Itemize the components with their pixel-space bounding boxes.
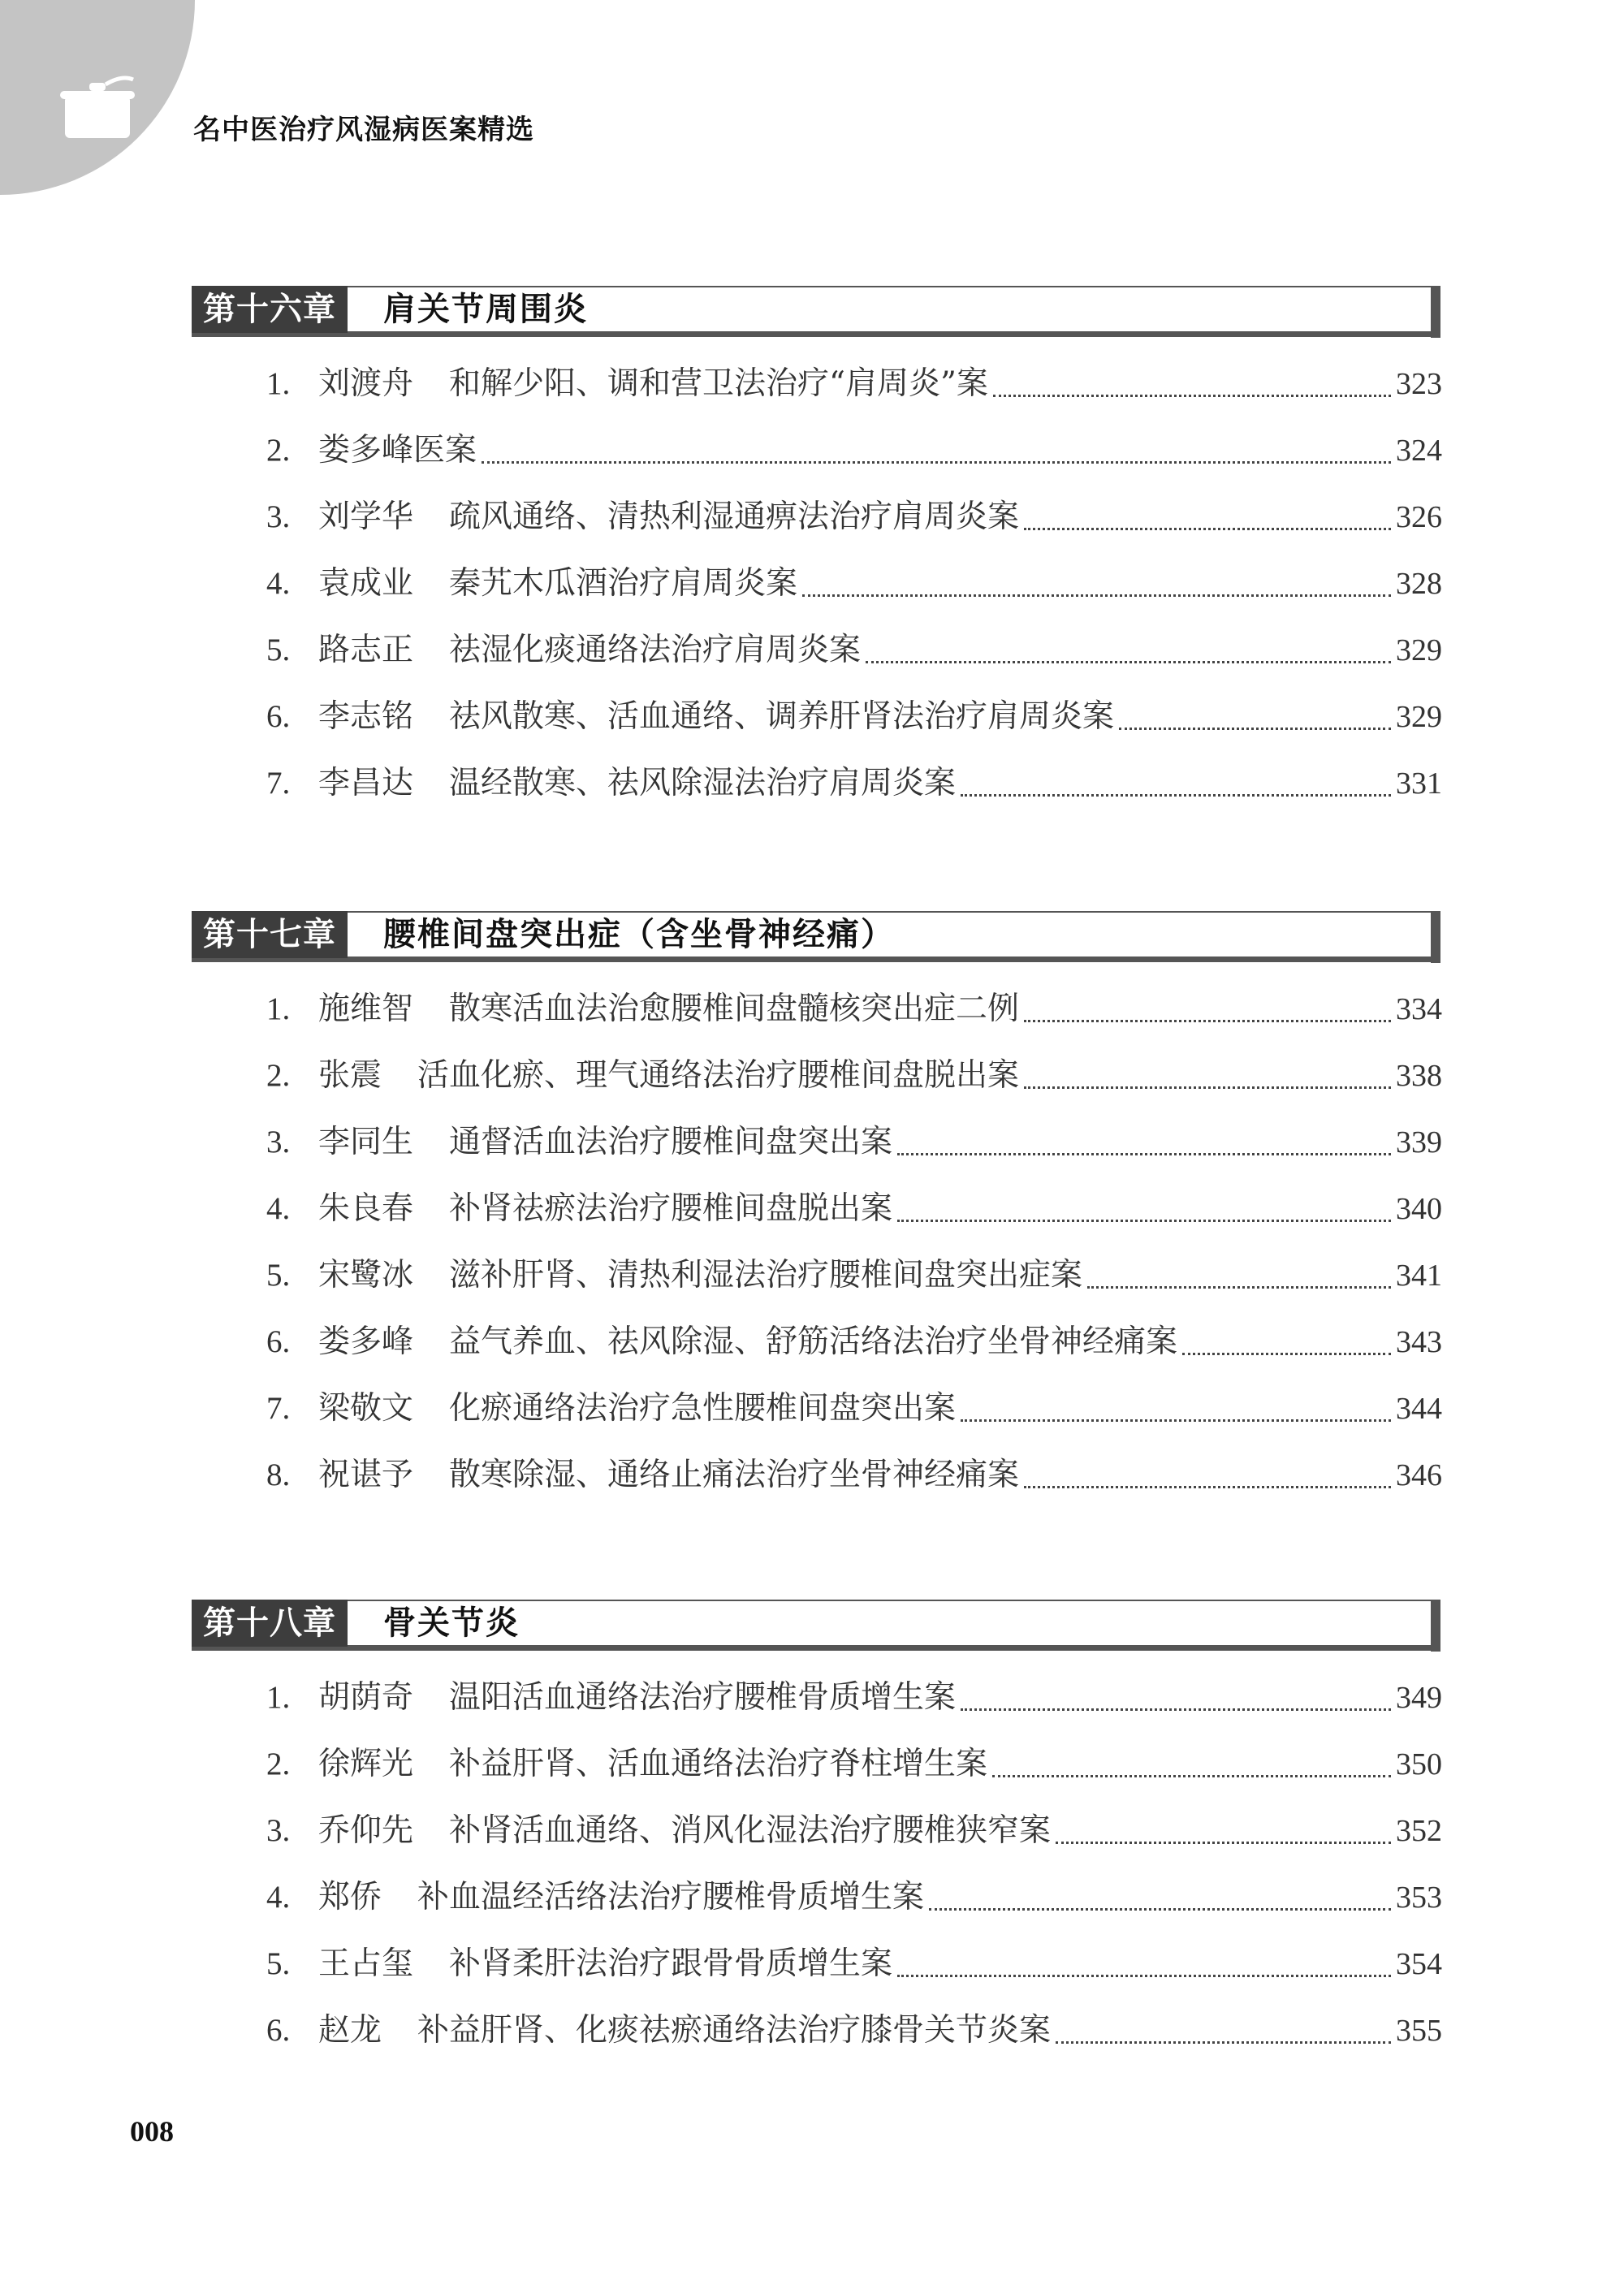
entry-index: 2. — [266, 1058, 291, 1093]
toc-entry[interactable] — [192, 484, 1442, 551]
entry-topic: 补肾祛瘀法治疗腰椎间盘脱出案 — [449, 1190, 893, 1227]
entry-index: 5. — [266, 1258, 291, 1293]
entry-page: 355 — [1396, 2014, 1442, 2048]
entry-topic: 散寒活血法治愈腰椎间盘髓核突出症二例 — [449, 991, 1020, 1027]
entry-topic: 散寒除湿、通络止痛法治疗坐骨神经痛案 — [449, 1457, 1020, 1493]
entry-index: 7. — [266, 1391, 291, 1426]
entry-index: 3. — [266, 499, 291, 534]
dot-leader — [961, 1708, 1391, 1711]
dot-leader — [1024, 1486, 1391, 1488]
chapter-number: 第十八章 — [192, 1600, 348, 1647]
entry-index: 6. — [266, 1324, 291, 1359]
chapter-title: 腰椎间盘突出症（含坐骨神经痛） — [383, 915, 895, 953]
chapter-17 — [192, 911, 1444, 1509]
entry-index: 6. — [266, 699, 291, 734]
entry-author: 娄多峰医案 — [318, 432, 477, 469]
dot-leader — [1056, 1842, 1391, 1844]
entry-author: 祝谌予 — [318, 1457, 414, 1493]
entry-index: 1. — [266, 1680, 291, 1715]
dot-leader — [961, 1419, 1391, 1422]
entry-page: 339 — [1396, 1125, 1442, 1159]
entry-author: 胡荫奇 — [318, 1679, 414, 1716]
page-number: 008 — [130, 2115, 174, 2148]
entry-topic: 补益肝肾、化痰祛瘀通络法治疗膝骨关节炎案 — [417, 2012, 1052, 2049]
dot-leader — [897, 1153, 1391, 1155]
pot-icon — [57, 71, 138, 145]
entry-index: 3. — [266, 1813, 291, 1848]
dot-leader — [929, 1908, 1391, 1911]
entry-index: 2. — [266, 1747, 291, 1781]
entry-topic: 祛湿化痰通络法治疗肩周炎案 — [449, 632, 862, 668]
toc-entry[interactable] — [192, 976, 1442, 1043]
entry-author: 刘渡舟 — [318, 365, 414, 402]
entry-index: 7. — [266, 766, 291, 801]
entry-index: 5. — [266, 633, 291, 667]
toc-entry[interactable] — [192, 1109, 1442, 1176]
entry-topic: 滋补肝肾、清热利湿法治疗腰椎间盘突出症案 — [449, 1257, 1083, 1293]
entry-author: 王占玺 — [318, 1945, 414, 1982]
entry-page: 323 — [1396, 367, 1442, 401]
entry-page: 354 — [1396, 1947, 1442, 1981]
chapter-header — [192, 286, 1444, 338]
dot-leader — [897, 1975, 1391, 1977]
dot-leader — [1024, 1020, 1391, 1022]
entry-author: 李昌达 — [318, 765, 414, 801]
toc-entry[interactable] — [192, 750, 1442, 817]
entry-page: 334 — [1396, 992, 1442, 1026]
toc-entry[interactable] — [192, 417, 1442, 484]
entry-index: 4. — [266, 1191, 291, 1226]
toc-entry[interactable] — [192, 1375, 1442, 1442]
dot-leader — [992, 1775, 1391, 1777]
entry-topic: 活血化瘀、理气通络法治疗腰椎间盘脱出案 — [417, 1057, 1020, 1094]
dot-leader — [961, 794, 1391, 797]
book-title: 名中医治疗风湿病医案精选 — [193, 114, 534, 146]
entry-page: 326 — [1396, 500, 1442, 534]
chapter-number: 第十七章 — [192, 911, 348, 958]
toc-entry[interactable] — [192, 1176, 1442, 1242]
toc-entry[interactable] — [192, 1309, 1442, 1375]
chapter-entries — [192, 976, 1444, 1509]
dot-leader — [1182, 1353, 1391, 1355]
dot-leader — [1119, 728, 1391, 730]
entry-author: 朱良春 — [318, 1190, 414, 1227]
dot-leader — [866, 661, 1391, 663]
entry-page: 338 — [1396, 1059, 1442, 1093]
entry-index: 6. — [266, 2013, 291, 2048]
entry-index: 3. — [266, 1125, 291, 1159]
entry-topic: 和解少阳、调和营卫法治疗“肩周炎”案 — [449, 365, 988, 402]
dot-leader — [897, 1220, 1391, 1222]
entry-topic: 补肾柔肝法治疗跟骨骨质增生案 — [449, 1945, 893, 1982]
entry-page: 329 — [1396, 700, 1442, 734]
entry-topic: 祛风散寒、活血通络、调养肝肾法治疗肩周炎案 — [449, 698, 1115, 735]
chapter-16 — [192, 286, 1444, 817]
entry-page: 349 — [1396, 1681, 1442, 1715]
dot-leader — [993, 395, 1391, 397]
entry-author: 梁敬文 — [318, 1390, 414, 1427]
entry-topic: 通督活血法治疗腰椎间盘突出案 — [449, 1124, 893, 1160]
entry-topic: 温经散寒、祛风除湿法治疗肩周炎案 — [449, 765, 957, 801]
entry-page: 328 — [1396, 567, 1442, 601]
entry-author: 张震 — [318, 1057, 382, 1094]
dot-leader — [802, 594, 1391, 597]
chapter-number: 第十六章 — [192, 286, 348, 333]
entry-topic: 温阳活血通络法治疗腰椎骨质增生案 — [449, 1679, 957, 1716]
chapter-header — [192, 911, 1444, 963]
toc-entry[interactable] — [192, 1665, 1442, 1731]
entry-page: 329 — [1396, 633, 1442, 667]
entry-index: 2. — [266, 433, 291, 468]
entry-topic: 补益肝肾、活血通络法治疗脊柱增生案 — [449, 1746, 988, 1782]
entry-author: 娄多峰 — [318, 1324, 414, 1360]
toc-entry[interactable] — [192, 551, 1442, 617]
dot-leader — [1087, 1286, 1391, 1289]
entry-topic: 补肾活血通络、消风化湿法治疗腰椎狭窄案 — [449, 1812, 1052, 1849]
entry-topic: 疏风通络、清热利湿通痹法治疗肩周炎案 — [449, 499, 1020, 535]
entry-author: 郑侨 — [318, 1879, 382, 1915]
dot-leader — [1024, 528, 1391, 530]
dot-leader — [1056, 2041, 1391, 2044]
entry-page: 331 — [1396, 766, 1442, 801]
entry-index: 4. — [266, 566, 291, 601]
entry-page: 343 — [1396, 1325, 1442, 1359]
chapter-title: 骨关节炎 — [383, 1604, 520, 1642]
entry-author: 徐辉光 — [318, 1746, 414, 1782]
entry-page: 353 — [1396, 1881, 1442, 1915]
toc-entry[interactable] — [192, 1731, 1442, 1798]
chapter-title: 肩关节周围炎 — [383, 290, 588, 328]
entry-index: 1. — [266, 991, 291, 1026]
toc-entry[interactable] — [192, 1798, 1442, 1864]
toc-entry[interactable] — [192, 351, 1442, 417]
chapter-entries — [192, 1665, 1444, 2064]
toc-entry[interactable] — [192, 617, 1442, 684]
entry-index: 1. — [266, 366, 291, 401]
entry-author: 施维智 — [318, 991, 414, 1027]
entry-page: 350 — [1396, 1747, 1442, 1781]
entry-author: 宋鹭冰 — [318, 1257, 414, 1293]
entry-page: 324 — [1396, 434, 1442, 468]
entry-topic: 化瘀通络法治疗急性腰椎间盘突出案 — [449, 1390, 957, 1427]
toc-entry[interactable] — [192, 684, 1442, 750]
chapter-entries — [192, 351, 1444, 817]
entry-topic: 益气养血、祛风除湿、舒筋活络法治疗坐骨神经痛案 — [449, 1324, 1178, 1360]
toc-entry[interactable] — [192, 1442, 1442, 1509]
toc-entry[interactable] — [192, 1242, 1442, 1309]
toc-entry[interactable] — [192, 1931, 1442, 1997]
entry-author: 李志铭 — [318, 698, 414, 735]
chapter-18 — [192, 1600, 1444, 2064]
entry-author: 赵龙 — [318, 2012, 382, 2049]
dot-leader — [1024, 1086, 1391, 1089]
entry-page: 344 — [1396, 1392, 1442, 1426]
entry-author: 路志正 — [318, 632, 414, 668]
entry-topic: 补血温经活络法治疗腰椎骨质增生案 — [417, 1879, 925, 1915]
entry-page: 352 — [1396, 1814, 1442, 1848]
entry-index: 5. — [266, 1946, 291, 1981]
toc-entry[interactable] — [192, 1043, 1442, 1109]
entry-author: 李同生 — [318, 1124, 414, 1160]
entry-index: 8. — [266, 1457, 291, 1492]
entry-author: 乔仰先 — [318, 1812, 414, 1849]
entry-topic: 秦艽木瓜酒治疗肩周炎案 — [449, 565, 798, 602]
entry-author: 刘学华 — [318, 499, 414, 535]
toc-entry[interactable] — [192, 1997, 1442, 2064]
entry-page: 340 — [1396, 1192, 1442, 1226]
chapter-header — [192, 1600, 1444, 1652]
entry-page: 341 — [1396, 1259, 1442, 1293]
dot-leader — [482, 461, 1391, 464]
entry-index: 4. — [266, 1880, 291, 1915]
entry-author: 袁成业 — [318, 565, 414, 602]
toc-entry[interactable] — [192, 1864, 1442, 1931]
entry-page: 346 — [1396, 1458, 1442, 1492]
